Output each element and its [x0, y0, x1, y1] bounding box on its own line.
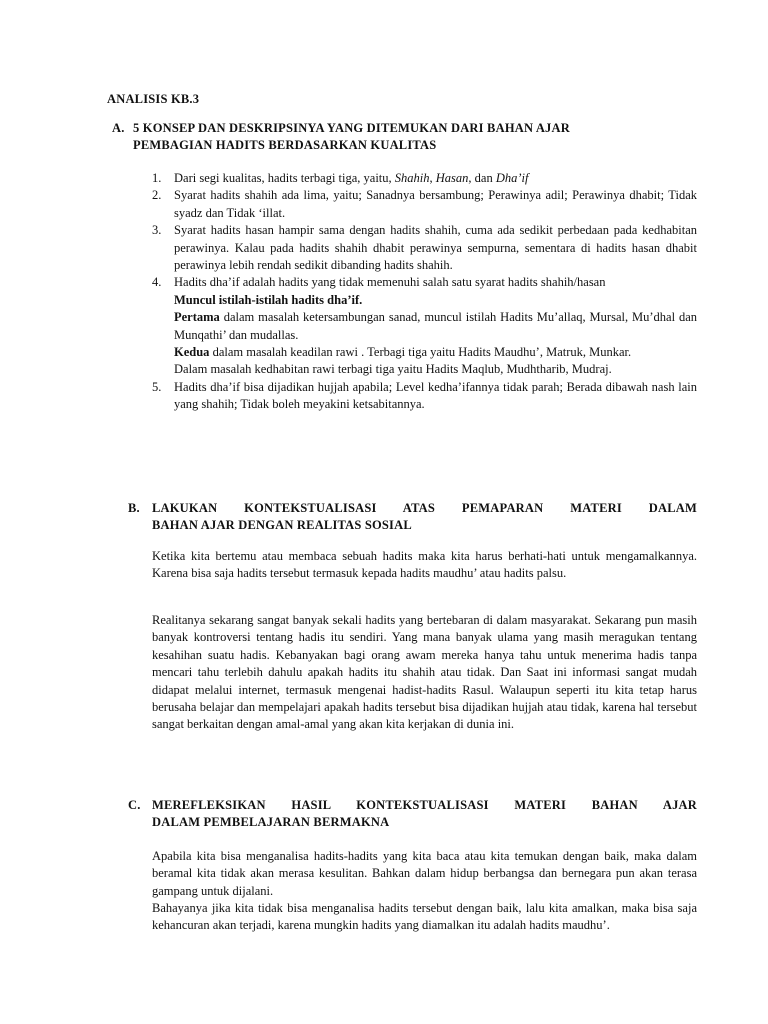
list-item	[152, 187, 697, 222]
list-item-text: Dari segi kualitas, hadits terbagi tiga, yaitu,	[174, 171, 395, 185]
list-item	[152, 274, 697, 378]
list-item-text: Syarat hadits shahih ada lima, yaitu; Sanadnya bersambung; Perawinya adil; Perawinya dhabit; Tidak syadz dan Tidak ‘illat.	[174, 188, 697, 220]
dhaif-ketiga: Dalam masalah kedhabitan rawi terbagi tiga yaitu Hadits Maqlub, Mudhtharib, Mudraj.	[174, 362, 612, 377]
section-c-heading-text	[152, 797, 697, 831]
list-item	[152, 222, 697, 274]
list-item	[152, 379, 697, 414]
separator: , dan	[468, 171, 496, 185]
list-item	[152, 170, 697, 187]
section-a-heading-line2: PEMBAGIAN HADITS BERDASARKAN KUALITAS	[133, 138, 437, 152]
section-b-paragraph-1: Ketika kita bertemu atau membaca sebuah hadits maka kita harus berhati-hati untuk mengamalkannya. Karena bisa saja hadits tersebut termasuk kepada hadits maudhu’ atau hadits palsu.	[152, 549, 697, 581]
section-a-heading-text	[133, 120, 673, 154]
dhaif-pertama	[174, 309, 697, 344]
dhaif-kedua	[174, 344, 697, 361]
section-c-heading-line2: DALAM PEMBELAJARAN BERMAKNA	[152, 815, 390, 829]
list-item-text: Syarat hadits hasan hampir sama dengan hadits shahih, cuma ada sedikit perbedaan pada kedhabitan perawinya. Kalau pada hadits shahih dhabit perawinya sempurna, sementara di hadits hasan dhabit perawinya lebih rendah sedikit dibanding hadits shahih.	[174, 223, 697, 273]
section-a-letter: A.	[112, 121, 125, 135]
concept-list	[152, 170, 697, 414]
section-c-heading-line1: MEREFLEKSIKAN HASIL KONTEKSTUALISASI MATERI BAHAN AJAR	[152, 798, 697, 812]
pertama-text: dalam masalah ketersambungan sanad, muncul istilah Hadits Mu’allaq, Mursal, Mu’dhal dan Munqathi’ dan mudallas.	[174, 310, 697, 342]
section-b-heading-line2: BAHAN AJAR DENGAN REALITAS SOSIAL	[152, 518, 412, 532]
dhaif-subheading: Muncul istilah-istilah hadits dha’if.	[174, 292, 363, 307]
section-c-paragraph-1: Apabila kita bisa menganalisa hadits-hadits yang kita baca atau kita temukan dengan baik, maka dalam beramal kita tidak akan merasa kesulitan. Bahkan dalam hidup berbangsa dan bernegara pun akan terasa gampang untuk dijalani.	[152, 849, 697, 898]
term-shahih: Shahih	[394, 171, 430, 185]
list-item-text: Hadits dha’if adalah hadits yang tidak memenuhi salah satu syarat hadits shahih/hasan	[174, 275, 606, 290]
section-b-heading-line1: LAKUKAN KONTEKSTUALISASI ATAS PEMAPARAN MATERI DALAM	[152, 501, 697, 515]
section-c-letter: C.	[128, 798, 141, 812]
separator: ,	[429, 171, 436, 185]
kedua-text: dalam masalah keadilan rawi . Terbagi tiga yaitu Hadits Maudhu’, Matruk, Munkar.	[209, 345, 632, 360]
section-a-heading-line1: 5 KONSEP DAN DESKRIPSINYA YANG DITEMUKAN DARI BAHAN AJAR	[133, 121, 570, 135]
term-dhaif: Dha’if	[495, 171, 529, 185]
list-item-number: 1.	[152, 171, 162, 185]
kedua-label: Kedua	[174, 345, 210, 360]
list-item-number: 2.	[152, 188, 162, 203]
section-b-paragraph-2: Realitanya sekarang sangat banyak sekali hadits yang bertebaran di dalam masyarakat. Sekarang pun masih banyak kontroversi tentang hadis itu sendiri. Yang mana banyak ulama yang masih meragukan tentang kesahihan suatu hadis. Kebanyakan bagi orang awam mereka hanya tahu untuk menerima hadis tanpa mencari tahu terlebih dahulu apakah hadits itu shahih atau tidak. Dan Saat ini informasi sangat mudah didapat melalui internet, termasuk mengenai hadist-hadits Rasul. Walaupun seperti itu kita tetap harus berusaha belajar dan mempelajari apakah hadits tersebut bisa dijadikan hujjah atau tidak, karena hal tersebut sangat berkaitan dengan amal-amal yang akan kita kerjakan di dunia ini.	[152, 613, 697, 732]
document-title: ANALISIS KB.3	[107, 92, 200, 106]
list-item-text: Hadits dha’if bisa dijadikan hujjah apabila; Level kedha’ifannya tidak parah; Berada dibawah nash lain yang shahih; Tidak boleh meyakini ketsabitannya.	[174, 379, 697, 412]
term-hasan: Hasan	[435, 171, 469, 185]
list-item-number: 3.	[152, 223, 162, 238]
list-item-number: 5.	[152, 379, 162, 394]
section-b-letter: B.	[128, 501, 140, 515]
section-c-paragraph-2: Bahayanya jika kita tidak bisa menganalisa hadits tersebut dengan baik, lalu kita amalkan, maka bisa saja kehancuran akan terjadi, karena mungkin hadits yang diamalkan itu adalah hadits maudhu’.	[152, 901, 697, 933]
section-b-heading-text	[152, 500, 697, 534]
pertama-label: Pertama	[174, 310, 220, 325]
list-item-number: 4.	[152, 275, 162, 290]
